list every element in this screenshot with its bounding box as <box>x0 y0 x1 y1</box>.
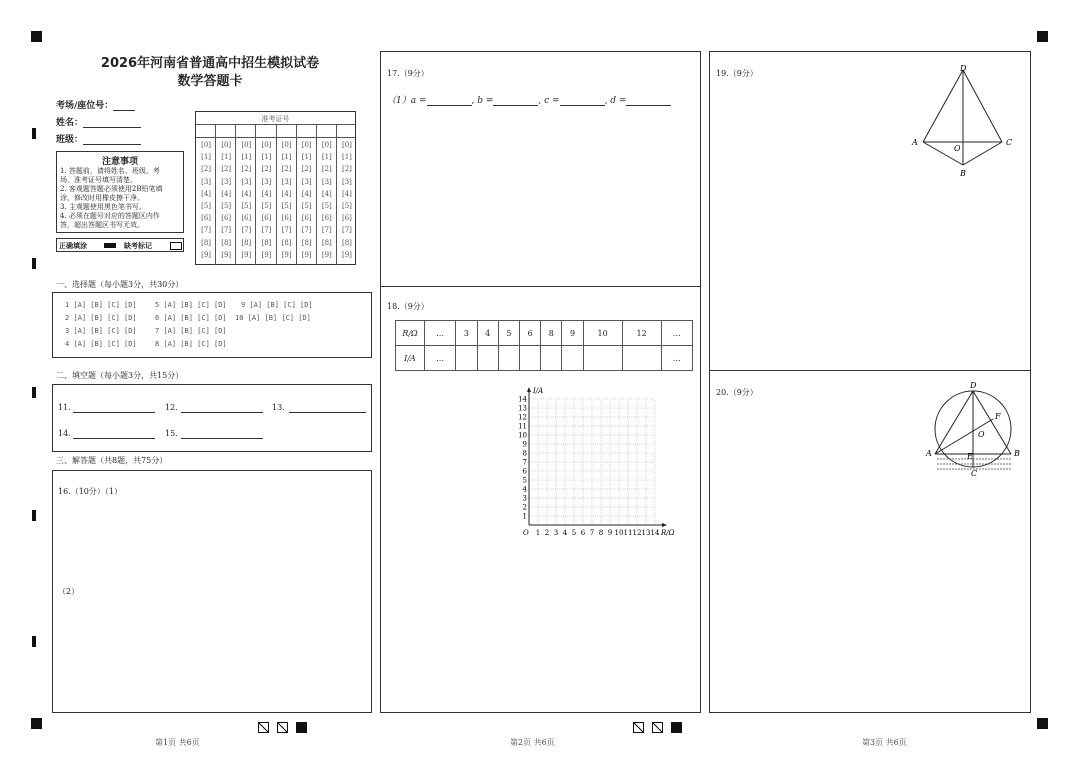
page-title: 2026年河南省普通高中招生模拟试卷 <box>100 56 320 71</box>
choice-item[interactable]: 3 [A] [B] [C] [D] <box>65 327 137 335</box>
digit-bubble[interactable]: [4] <box>321 189 332 198</box>
digit-bubble[interactable]: [3] <box>341 177 352 186</box>
q17-label: 17.（9分） <box>387 69 429 78</box>
digit-bubble[interactable]: [8] <box>261 238 272 247</box>
admission-digit-column <box>317 124 337 265</box>
corner-mark <box>31 718 42 729</box>
q17-d-label: , d = <box>604 96 627 106</box>
blank-12-input[interactable] <box>181 402 263 413</box>
digit-bubble[interactable]: [0] <box>301 141 312 149</box>
notice-item: 涂，修改时用橡皮擦干净。 <box>60 194 144 202</box>
section2-heading: 二、填空题（每小题3分，共15分） <box>56 371 184 380</box>
digit-bubble[interactable]: [4] <box>301 189 312 198</box>
fill-correct-label: 正确填涂 <box>59 242 87 250</box>
y-tick-label: 6 <box>522 467 527 476</box>
choice-item[interactable]: 5 [A] [B] [C] [D] <box>155 301 227 309</box>
digit-bubble[interactable]: [5] <box>221 202 232 210</box>
page-number: 第2页 共6页 <box>510 738 555 747</box>
q19-answer-area[interactable] <box>709 51 1031 371</box>
digit-bubble[interactable]: [0] <box>281 141 292 149</box>
digit-bubble[interactable]: [9] <box>221 250 232 259</box>
digit-bubble[interactable]: [6] <box>221 214 232 223</box>
absent-checkbox[interactable] <box>170 242 182 250</box>
name-input[interactable] <box>83 117 141 128</box>
blank-13-label: 13. <box>272 403 285 412</box>
y-tick-label: 14 <box>518 395 527 404</box>
digit-bubble[interactable]: [0] <box>201 141 212 149</box>
timing-mark <box>32 387 36 398</box>
notice-item: 2. 客观题答题必须使用2B铅笔填 <box>60 185 163 193</box>
y-arrow-icon <box>527 387 531 392</box>
digit-bubble[interactable]: [7] <box>221 226 232 235</box>
y-tick-label: 7 <box>522 458 527 467</box>
digit-bubble[interactable]: [3] <box>221 177 232 186</box>
table-cell[interactable]: 12 <box>622 321 661 346</box>
table-cell[interactable]: 9 <box>562 321 583 346</box>
choice-item[interactable]: 2 [A] [B] [C] [D] <box>65 314 137 322</box>
point-label: O <box>954 144 961 153</box>
digit-bubble[interactable]: [6] <box>241 214 252 223</box>
x-tick-label: 11 <box>623 529 633 537</box>
digit-bubble[interactable]: [8] <box>301 238 312 247</box>
admission-digit-column <box>277 124 297 265</box>
digit-bubble[interactable]: [9] <box>301 250 312 259</box>
q16-part2-label: （2） <box>58 587 80 596</box>
point-label: C <box>1006 138 1013 147</box>
q17-c-label: , c = <box>538 96 560 106</box>
choice-item[interactable]: 7 [A] [B] [C] [D] <box>155 327 227 335</box>
point-label: A <box>912 138 918 147</box>
choice-item[interactable]: 9 [A] [B] [C] [D] <box>241 301 313 309</box>
coordinate-grid[interactable] <box>511 387 681 547</box>
y-tick-label: 4 <box>522 485 527 494</box>
q17-a-input[interactable] <box>427 95 472 106</box>
q16-label: 16.（10分）（1） <box>58 487 122 496</box>
digit-bubble[interactable]: [9] <box>241 250 252 259</box>
digit-bubble[interactable]: [6] <box>261 214 272 223</box>
digit-bubble[interactable]: [5] <box>241 202 252 210</box>
choice-item[interactable]: 6 [A] [B] [C] [D] <box>155 314 227 322</box>
blank-14-input[interactable] <box>73 428 155 439</box>
fill-blank-box <box>52 384 372 452</box>
origin-label: O <box>523 529 529 537</box>
admission-digit-column <box>196 124 216 265</box>
digit-bubble[interactable]: [2] <box>241 165 252 174</box>
table-cell[interactable]: 10 <box>583 321 622 346</box>
point-label: B <box>960 169 966 178</box>
digit-bubble[interactable]: [8] <box>201 238 212 247</box>
y-tick-label: 10 <box>518 431 527 440</box>
digit-bubble[interactable]: [8] <box>321 238 332 247</box>
digit-bubble[interactable]: [3] <box>281 177 292 186</box>
page-marker <box>671 722 682 733</box>
table-cell[interactable] <box>541 346 562 371</box>
section3-heading: 三、解答题（共8题，共75分） <box>56 456 168 465</box>
page-number: 第3页 共6页 <box>862 738 907 747</box>
point-label: E <box>967 452 973 461</box>
q18-answer-area[interactable] <box>380 286 701 713</box>
digit-bubble[interactable]: [2] <box>261 165 272 174</box>
point-label: C <box>971 469 978 478</box>
digit-bubble[interactable]: [8] <box>241 238 252 247</box>
point-label: B <box>1014 449 1020 458</box>
absent-label: 缺考标记 <box>124 242 152 250</box>
y-tick-label: 11 <box>518 422 527 431</box>
q20-label: 20.（9分） <box>716 388 758 397</box>
digit-bubble[interactable]: [9] <box>321 250 332 259</box>
table-cell[interactable] <box>622 346 661 371</box>
digit-bubble[interactable]: [2] <box>281 165 292 174</box>
choice-item[interactable]: 10 [A] [B] [C] [D] <box>235 314 311 322</box>
digit-bubble[interactable]: [9] <box>201 250 212 259</box>
digit-bubble[interactable]: [8] <box>281 238 292 247</box>
corner-mark <box>31 31 42 42</box>
y-tick-label: 12 <box>518 413 527 422</box>
notice-title: 注意事项 <box>101 157 138 167</box>
timing-mark <box>32 258 36 269</box>
admission-digit-column <box>216 124 236 265</box>
timing-mark <box>32 128 36 139</box>
choice-box <box>52 292 372 358</box>
timing-mark <box>32 510 36 521</box>
table-cell[interactable] <box>520 346 541 371</box>
digit-bubble[interactable]: [4] <box>241 189 252 198</box>
table-cell[interactable]: … <box>661 346 692 371</box>
digit-bubble[interactable]: [4] <box>201 189 212 198</box>
page-number: 第1页 共6页 <box>155 738 200 747</box>
q19-figure <box>905 62 1025 187</box>
choice-item[interactable]: 4 [A] [B] [C] [D] <box>65 340 137 348</box>
q19-label: 19.（9分） <box>716 69 758 78</box>
digit-bubble[interactable]: [0] <box>341 141 352 149</box>
digit-bubble[interactable]: [7] <box>261 226 272 235</box>
digit-bubble[interactable]: [0] <box>321 141 332 149</box>
admission-title: 准考证号 <box>261 115 290 123</box>
digit-bubble[interactable]: [6] <box>281 214 292 223</box>
x-tick-label: 2 <box>544 529 550 537</box>
digit-bubble[interactable]: [3] <box>201 177 212 186</box>
x-tick-label: 4 <box>562 529 568 537</box>
digit-bubble[interactable]: [7] <box>321 226 332 235</box>
digit-bubble[interactable]: [7] <box>301 226 312 235</box>
q17-d-input[interactable] <box>626 95 671 106</box>
filled-sample <box>104 243 116 248</box>
class-field <box>56 132 141 145</box>
y-axis-label: I/A <box>533 387 544 395</box>
q20-answer-area[interactable] <box>709 370 1031 713</box>
admission-columns <box>196 124 355 265</box>
class-label: 班级： <box>56 135 84 145</box>
x-tick-label: 14 <box>650 529 660 537</box>
digit-bubble[interactable]: [1] <box>201 153 212 162</box>
point-label: A <box>926 449 932 458</box>
admission-grid <box>195 111 356 265</box>
blank-15-input[interactable] <box>181 428 263 439</box>
admission-digit-column <box>297 124 317 265</box>
digit-bubble[interactable]: [0] <box>241 141 252 149</box>
digit-bubble[interactable]: [6] <box>201 214 212 223</box>
table-cell[interactable] <box>583 346 622 371</box>
table-cell[interactable] <box>477 346 498 371</box>
digit-bubble[interactable]: [3] <box>241 177 252 186</box>
q18-label: 18.（9分） <box>387 302 429 311</box>
y-tick-label: 13 <box>518 404 527 413</box>
digit-bubble[interactable]: [1] <box>261 153 272 162</box>
digit-bubble[interactable]: [2] <box>301 165 312 174</box>
table-cell[interactable]: 8 <box>541 321 562 346</box>
digit-bubble[interactable]: [9] <box>341 250 352 259</box>
digit-bubble[interactable]: [4] <box>341 189 352 198</box>
digit-bubble[interactable]: [4] <box>261 189 272 198</box>
x-tick-label: 1 <box>535 529 541 537</box>
notice-item: 1. 答题前，请将姓名、班级、考 <box>60 167 160 175</box>
notice-item: 答，超出答题区书写无效。 <box>60 221 144 229</box>
notice-box <box>56 151 184 233</box>
digit-bubble[interactable]: [2] <box>201 165 212 174</box>
q17-b-label: , b = <box>471 96 494 106</box>
digit-bubble[interactable]: [7] <box>281 226 292 235</box>
digit-bubble[interactable]: [1] <box>301 153 312 162</box>
page-marker <box>652 722 663 733</box>
digit-bubble[interactable]: [9] <box>281 250 292 259</box>
point-label: F <box>995 412 1001 421</box>
admission-digit-column <box>236 124 256 265</box>
digit-bubble[interactable]: [3] <box>301 177 312 186</box>
digit-bubble[interactable]: [6] <box>341 214 352 223</box>
digit-bubble[interactable]: [1] <box>321 153 332 162</box>
digit-bubble[interactable]: [8] <box>221 238 232 247</box>
timing-mark <box>32 636 36 647</box>
q17-c-input[interactable] <box>560 95 605 106</box>
digit-bubble[interactable]: [7] <box>341 226 352 235</box>
point-label: D <box>960 64 967 73</box>
q16-answer-area[interactable] <box>52 470 372 713</box>
admission-digit-column <box>337 124 357 265</box>
digit-bubble[interactable]: [2] <box>321 165 332 174</box>
blank-11-input[interactable] <box>73 402 155 413</box>
table-cell[interactable]: … <box>425 321 456 346</box>
page-subtitle: 数学答题卡 <box>177 74 243 89</box>
data-table <box>395 320 693 371</box>
table-cell[interactable] <box>562 346 583 371</box>
page-marker <box>258 722 269 733</box>
seat-input[interactable] <box>113 100 135 111</box>
digit-bubble[interactable]: [0] <box>221 141 232 149</box>
blank-13-input[interactable] <box>289 402 366 413</box>
y-tick-label: 5 <box>522 476 527 485</box>
q20-figure <box>920 379 1020 479</box>
x-tick-label: 12 <box>632 529 642 537</box>
digit-bubble[interactable]: [6] <box>301 214 312 223</box>
x-tick-label: 10 <box>614 529 624 537</box>
x-tick-label: 13 <box>641 529 651 537</box>
digit-bubble[interactable]: [3] <box>261 177 272 186</box>
digit-bubble[interactable]: [3] <box>321 177 332 186</box>
notice-item: 场、准考证号填写清楚。 <box>60 176 137 184</box>
digit-bubble[interactable]: [5] <box>341 202 352 210</box>
table-cell[interactable]: … <box>661 321 692 346</box>
seat-field <box>56 98 135 111</box>
name-field <box>56 115 141 128</box>
y-tick-label: 3 <box>522 494 527 503</box>
digit-bubble[interactable]: [5] <box>201 202 212 210</box>
y-tick-label: 9 <box>522 440 527 449</box>
digit-bubble[interactable]: [2] <box>221 165 232 174</box>
notice-list <box>60 167 180 230</box>
class-input[interactable] <box>83 134 141 145</box>
digit-bubble[interactable]: [1] <box>221 153 232 162</box>
y-tick-label: 2 <box>522 503 527 512</box>
choice-item[interactable]: 1 [A] [B] [C] [D] <box>65 301 137 309</box>
table-cell[interactable] <box>456 346 477 371</box>
name-label: 姓名： <box>56 118 84 128</box>
digit-bubble[interactable]: [9] <box>261 250 272 259</box>
choice-item[interactable]: 8 [A] [B] [C] [D] <box>155 340 227 348</box>
page-marker <box>296 722 307 733</box>
point-label: D <box>970 381 977 390</box>
digit-bubble[interactable]: [5] <box>321 202 332 210</box>
page-marker <box>277 722 288 733</box>
fill-legend <box>56 238 184 252</box>
digit-bubble[interactable]: [5] <box>281 202 292 210</box>
digit-bubble[interactable]: [8] <box>341 238 352 247</box>
point-label: O <box>978 430 985 439</box>
q17-answer-area[interactable] <box>380 51 701 287</box>
digit-bubble[interactable]: [2] <box>341 165 352 174</box>
table-cell[interactable]: 3 <box>456 321 477 346</box>
digit-bubble[interactable]: [1] <box>281 153 292 162</box>
x-tick-label: 7 <box>589 529 595 537</box>
corner-mark <box>1037 718 1048 729</box>
table-cell[interactable]: 5 <box>498 321 519 346</box>
notice-item: 4. 必须在题号对应的答题区内作 <box>60 212 160 220</box>
blank-11-label: 11. <box>58 403 71 412</box>
digit-bubble[interactable]: [5] <box>261 202 272 210</box>
x-arrow-icon <box>662 523 667 527</box>
blank-15-label: 15. <box>165 429 178 438</box>
table-header-cell: I/A <box>396 346 425 371</box>
table-cell[interactable] <box>498 346 519 371</box>
table-header-cell: R/Ω <box>396 321 425 346</box>
section1-heading: 一、选择题（每小题3分，共30分） <box>56 280 184 289</box>
q17-blanks <box>387 93 671 106</box>
x-tick-label: 9 <box>607 529 613 537</box>
digit-bubble[interactable]: [0] <box>261 141 272 149</box>
seat-label: 考场/座位号： <box>56 101 114 111</box>
q17-a-label: （1）a = <box>387 96 427 106</box>
table-row <box>396 321 693 346</box>
y-tick-label: 1 <box>522 512 527 521</box>
blank-14-label: 14. <box>58 429 71 438</box>
x-tick-label: 3 <box>553 529 559 537</box>
digit-bubble[interactable]: [7] <box>201 226 212 235</box>
q17-b-input[interactable] <box>493 95 538 106</box>
x-tick-label: 6 <box>580 529 586 537</box>
blank-12-label: 12. <box>165 403 178 412</box>
table-cell[interactable]: 6 <box>520 321 541 346</box>
y-tick-label: 8 <box>522 449 527 458</box>
digit-bubble[interactable]: [1] <box>341 153 352 162</box>
notice-item: 3. 主观题使用黑色笔书写。 <box>60 203 146 211</box>
digit-bubble[interactable]: [6] <box>321 214 332 223</box>
corner-mark <box>1037 31 1048 42</box>
x-tick-label: 8 <box>598 529 604 537</box>
digit-bubble[interactable]: [1] <box>241 153 252 162</box>
table-cell[interactable]: 4 <box>477 321 498 346</box>
x-tick-label: 5 <box>571 529 577 537</box>
x-axis-label: R/Ω <box>661 529 675 537</box>
digit-bubble[interactable]: [7] <box>241 226 252 235</box>
admission-digit-column <box>256 124 276 265</box>
page-marker <box>633 722 644 733</box>
digit-bubble[interactable]: [4] <box>221 189 232 198</box>
digit-bubble[interactable]: [5] <box>301 202 312 210</box>
table-cell[interactable]: … <box>425 346 456 371</box>
table-row <box>396 346 693 371</box>
digit-bubble[interactable]: [4] <box>281 189 292 198</box>
